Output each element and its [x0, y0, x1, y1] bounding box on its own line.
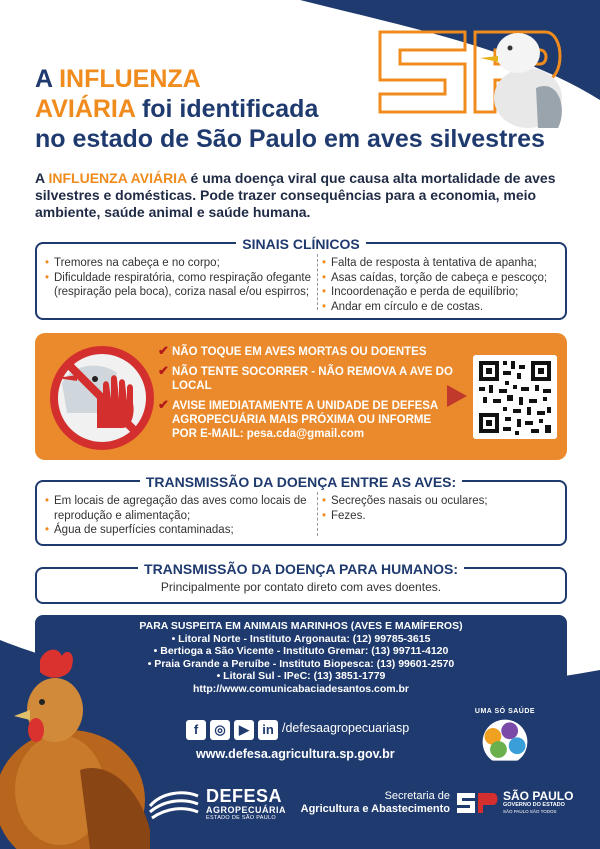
secretaria-label [300, 790, 450, 816]
marine-contacts-title: PARA SUSPEITA EM ANIMAIS MARINHOS (AVES E MAMÍFEROS) [139, 620, 463, 632]
list-item: • Água de superfícies contaminadas; [45, 523, 315, 538]
check-icon: ✔ [158, 363, 169, 378]
qr-code[interactable] [473, 355, 557, 439]
human-transmission-box [35, 561, 567, 604]
human-transmission-title: TRANSMISSÃO DA DOENÇA PARA HUMANOS: [138, 561, 464, 577]
list-item: • Secreções nasais ou oculares; [322, 494, 552, 509]
sp-gov-title: SÃO PAULO [503, 789, 574, 803]
warning-text: AVISE IMEDIATAMENTE A UNIDADE DE DEFESA AGROPECUÁRIA MAIS PRÓXIMA OU INFORME POR E-MAIL: pesa.cda@gmail.com [172, 400, 438, 440]
hen-image [0, 640, 150, 849]
warning-panel [35, 333, 567, 460]
clinical-signs-box [35, 236, 567, 320]
intro-text: é uma doença viral que causa alta mortalidade de aves silvestres e domésticas. Pode trazer consequências para a economia, meio ambiente, saúde animal e saúde humana. [35, 170, 556, 220]
list-item: • Asas caídas, torção de cabeça e pescoço; [322, 271, 567, 286]
warning-list [158, 345, 458, 447]
warning-item [158, 345, 458, 359]
defesa-logo-mark [148, 786, 200, 820]
list-item: • Tremores na cabeça e no corpo; [45, 256, 315, 271]
clinical-signs-title: SINAIS CLÍNICOS [236, 236, 365, 252]
headline-prefix: A [35, 65, 60, 93]
list-item: • Incoordenação e perda de equilíbrio; [322, 285, 567, 300]
bird-transmission-right-list [322, 494, 552, 523]
facebook-icon[interactable]: f [186, 720, 206, 740]
list-item: • Dificuldade respiratória, como respiração ofegante (respiração pela boca), coriza nasal e/ou espirros; [45, 271, 315, 300]
contact-website-link[interactable]: http://www.comunicabaciadesantos.com.br [192, 682, 410, 695]
arrow-right-icon [447, 385, 467, 407]
website-link[interactable]: www.defesa.agricultura.sp.gov.br [196, 747, 395, 761]
linkedin-icon[interactable]: in [258, 720, 278, 740]
clinical-signs-left-list [45, 256, 315, 300]
defesa-logo-title: DEFESA [206, 786, 283, 806]
sp-government-logo [455, 789, 595, 819]
intro-paragraph [35, 170, 567, 221]
contact-line: • Litoral Sul - IPeC: (13) 3851-1779 [216, 670, 386, 682]
warning-text: NÃO TOQUE EM AVES MORTAS OU DOENTES [172, 346, 427, 358]
warning-item [158, 365, 458, 393]
one-health-icon [470, 714, 540, 770]
clinical-signs-right-list [322, 256, 567, 314]
sp-gov-mark [455, 791, 499, 815]
contact-line: • Litoral Norte - Instituto Argonauta: (12) 99785-3615 [171, 632, 431, 645]
check-icon: ✔ [158, 397, 169, 412]
social-handle[interactable]: /defesaagropecuariasp [282, 721, 410, 735]
warning-text: NÃO TENTE SOCORRER - NÃO REMOVA A AVE DO LOCAL [172, 366, 453, 392]
bird-transmission-left-list [45, 494, 315, 538]
bird-transmission-box [35, 474, 567, 546]
headline-highlight-1: INFLUENZA [59, 65, 201, 93]
defesa-agropecuaria-logo [148, 784, 308, 824]
list-item: • Fezes. [322, 509, 552, 524]
list-item: • Falta de resposta à tentativa de apanha; [322, 256, 567, 271]
sp-gov-slogan: SÃO PAULO SÃO TODOS [503, 809, 557, 814]
column-divider [317, 492, 318, 536]
uma-so-saude-label: UMA SÓ SAÚDE [474, 708, 536, 715]
instagram-icon[interactable]: ◎ [210, 720, 230, 740]
warning-item [158, 399, 458, 441]
check-icon: ✔ [158, 343, 169, 358]
intro-highlight: INFLUENZA AVIÁRIA [48, 170, 187, 186]
intro-prefix: A [35, 170, 49, 186]
secretaria-line-2: Agricultura e Abastecimento [300, 803, 450, 815]
uma-so-saude-badge [470, 708, 540, 770]
bird-transmission-title: TRANSMISSÃO DA DOENÇA ENTRE AS AVES: [140, 474, 462, 490]
defesa-logo-subtitle: AGROPECUÁRIA [206, 805, 287, 815]
sp-gov-subtitle: GOVERNO DO ESTADO [503, 802, 565, 808]
defesa-logo-state: ESTADO DE SÃO PAULO [206, 815, 276, 821]
contact-line: • Bertioga a São Vicente - Instituto Gremar: (13) 99711-4120 [153, 645, 449, 657]
headline [35, 64, 575, 154]
do-not-touch-icon [47, 343, 157, 453]
contact-line: • Praia Grande a Peruíbe - Instituto Biopesca: (13) 99601-2570 [147, 657, 455, 670]
secretaria-line-1: Secretaria de [384, 790, 450, 802]
column-divider [317, 254, 318, 310]
list-item: • Em locais de agregação das aves como locais de reprodução e alimentação; [45, 494, 315, 523]
youtube-icon[interactable]: ▶ [234, 720, 254, 740]
headline-line-2: foi identificada [135, 95, 319, 123]
human-transmission-text: Principalmente por contato direto com aves doentes. [160, 580, 442, 594]
list-item: • Andar em círculo e de costas. [322, 300, 567, 315]
headline-line-3: no estado de São Paulo em aves silvestres [35, 125, 545, 153]
headline-highlight-2: AVIÁRIA [35, 95, 135, 123]
